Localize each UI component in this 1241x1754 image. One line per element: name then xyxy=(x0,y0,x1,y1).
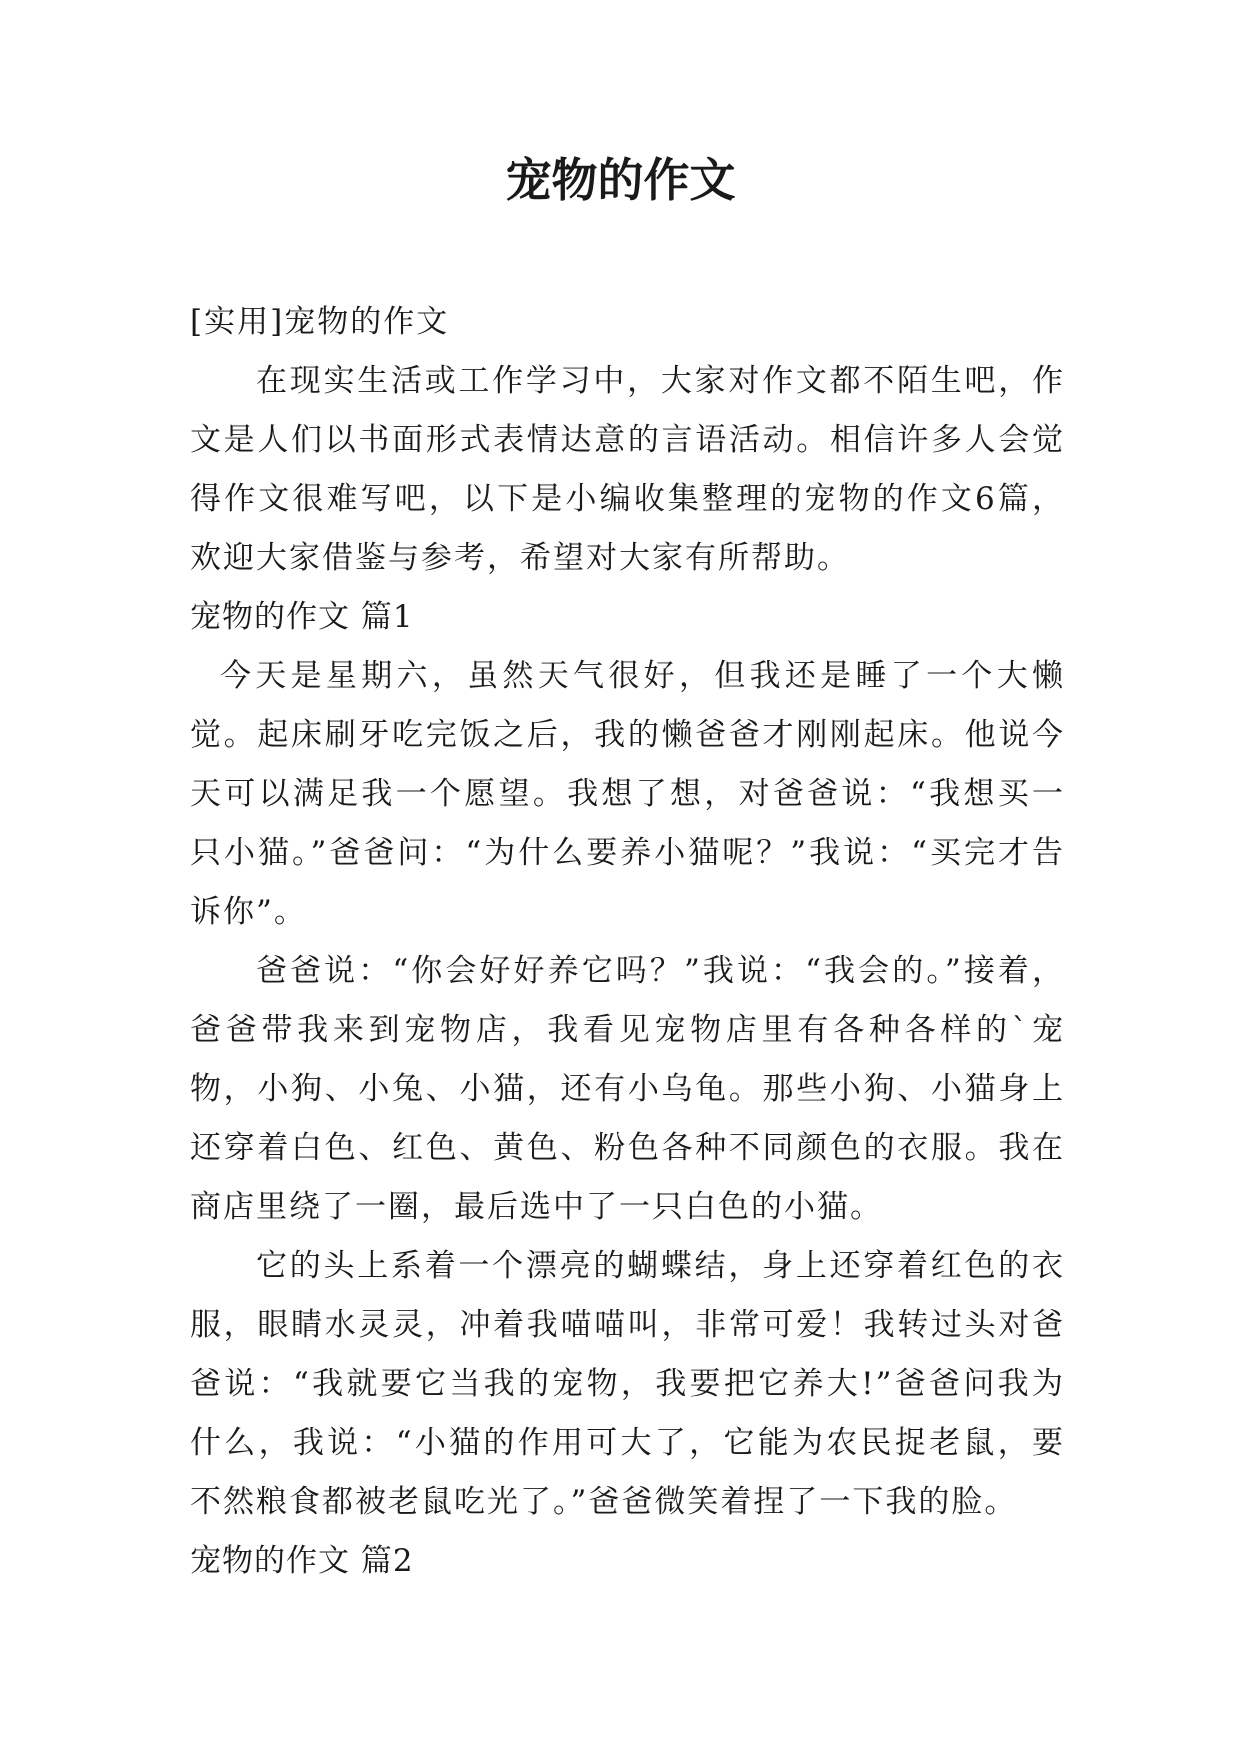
document-title: 宠物的作文 xyxy=(505,153,736,207)
intro-paragraph: 在现实生活或工作学习中，大家对作文都不陌生吧，作文是人们以书面形式表情达意的言语活动。相信许多人会觉得作文很难写吧，以下是小编收集整理的宠物的作文6篇，欢迎大家借鉴与参考，希望对大家有所帮助。 xyxy=(190,363,1065,576)
essay-paragraph: 今天是星期六，虽然天气很好，但我还是睡了一个大懒觉。起床刷牙吃完饭之后，我的懒爸爸才刚刚起床。他说今天可以满足我一个愿望。我想了想，对爸爸说：“我想买一只小猫。”爸爸问：“为什么要养小猫呢？”我说：“买完才告诉你”。 xyxy=(190,658,1065,930)
essay-paragraph: 它的头上系着一个漂亮的蝴蝶结，身上还穿着红色的衣服，眼睛水灵灵，冲着我喵喵叫，非常可爱！我转过头对爸爸说：“我就要它当我的宠物，我要把它养大!”爸爸问我为什么，我说：“小猫的作用可大了，它能为农民捉老鼠，要不然粮食都被老鼠吃光了。”爸爸微笑着捏了一下我的脸。 xyxy=(190,1248,1065,1520)
section-heading-1: 宠物的作文 篇1 xyxy=(190,599,414,635)
document-body xyxy=(190,293,1065,1591)
document-subtitle: [实用]宠物的作文 xyxy=(190,304,450,340)
section-heading-2: 宠物的作文 篇2 xyxy=(190,1543,414,1579)
essay-paragraph: 爸爸说：“你会好好养它吗？”我说：“我会的。”接着，爸爸带我来到宠物店，我看见宠物店里有各种各样的`宠物，小狗、小兔、小猫，还有小乌龟。那些小狗、小猫身上还穿着白色、红色、黄色、粉色各种不同颜色的衣服。我在商店里绕了一圈，最后选中了一只白色的小猫。 xyxy=(190,953,1065,1225)
